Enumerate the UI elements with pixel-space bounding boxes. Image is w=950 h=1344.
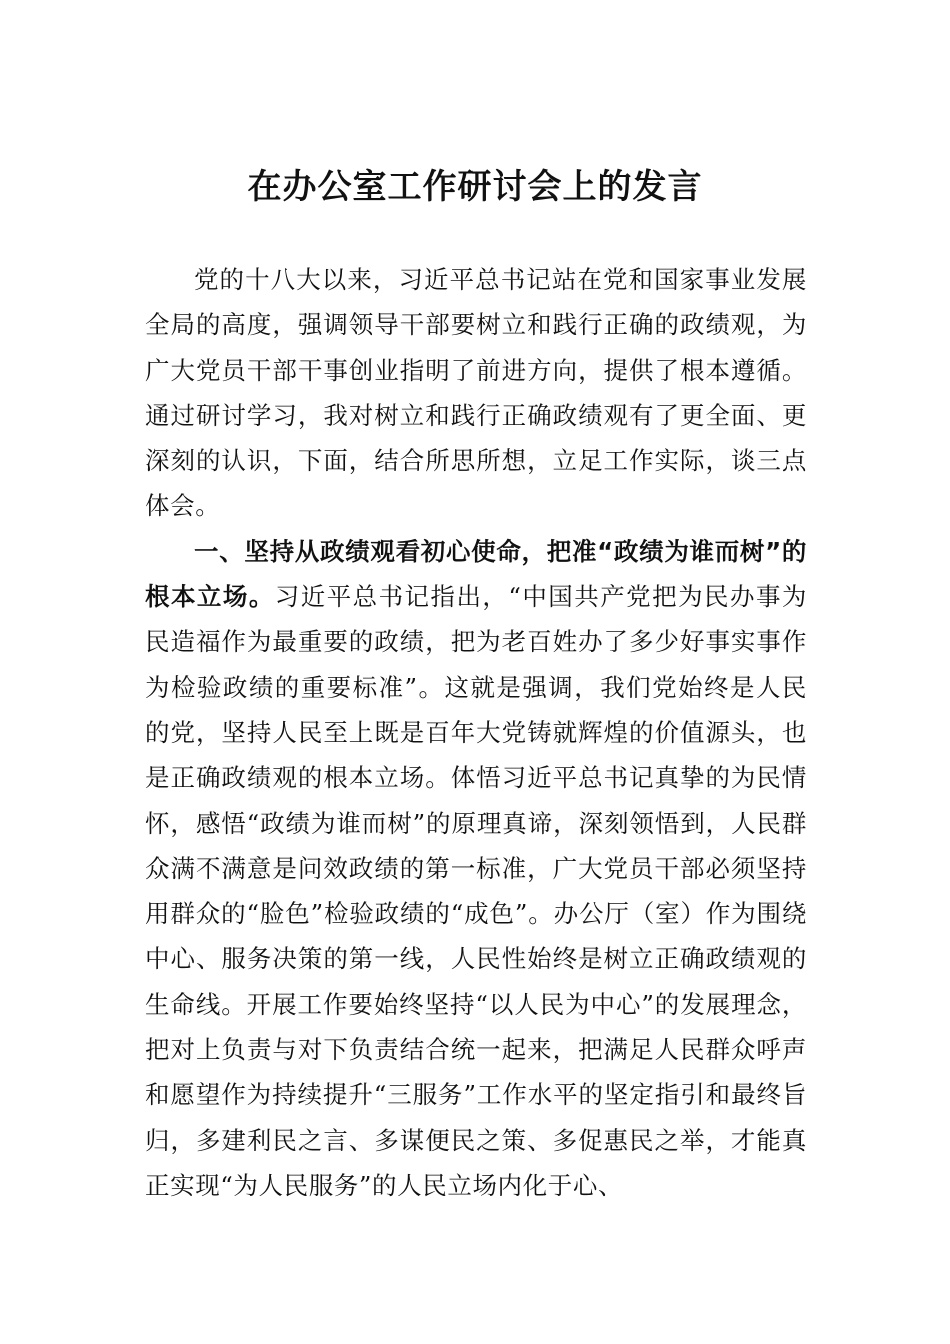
section-one-text: 习近平总书记指出，“中国共产党把为民办事为民造福作为最重要的政绩，把为老百姓办了多少好事实事作为检验政绩的重要标准”。这就是强调，我们党始终是人民的党，坚持人民至上既是百年大党铸就辉煌的价值源头，也是正确政绩观的根本立场。体悟习近平总书记真挚的为民情怀，感悟“政绩为谁而树”的原理真谛，深刻领悟到，人民群众满不满意是问效政绩的第一标准，广大党员干部必须坚持用群众的“脸色”检验政绩的“成色”。办公厅（室）作为围绕中心、服务决策的第一线，人民性始终是树立正确政绩观的生命线。开展工作要始终坚持“以人民为中心”的发展理念，把对上负责与对下负责结合统一起来，把满足人民群众呼声和愿望作为持续提升“三服务”工作水平的坚定指引和最终旨归，多建利民之言、多谋便民之策、多促惠民之举，才能真正实现“为人民服务”的人民立场内化于心、 — [145, 582, 808, 1200]
document-body — [145, 257, 807, 1208]
section-one-paragraph — [145, 529, 807, 1208]
intro-paragraph-text: 党的十八大以来，习近平总书记站在党和国家事业发展全局的高度，强调领导干部要树立和践行正确的政绩观，为广大党员干部干事创业指明了前进方向，提供了根本遵循。通过研讨学习，我对树立和践行正确政绩观有了更全面、更深刻的认识，下面，结合所思所想，立足工作实际，谈三点体会。 — [145, 265, 807, 521]
section-one-heading: 一、坚持从政绩观看初心使命，把准“政绩为谁而树”的根本立场。 — [145, 536, 807, 612]
document-title: 在办公室工作研讨会上的发言 — [247, 167, 703, 207]
intro-paragraph — [145, 257, 807, 529]
